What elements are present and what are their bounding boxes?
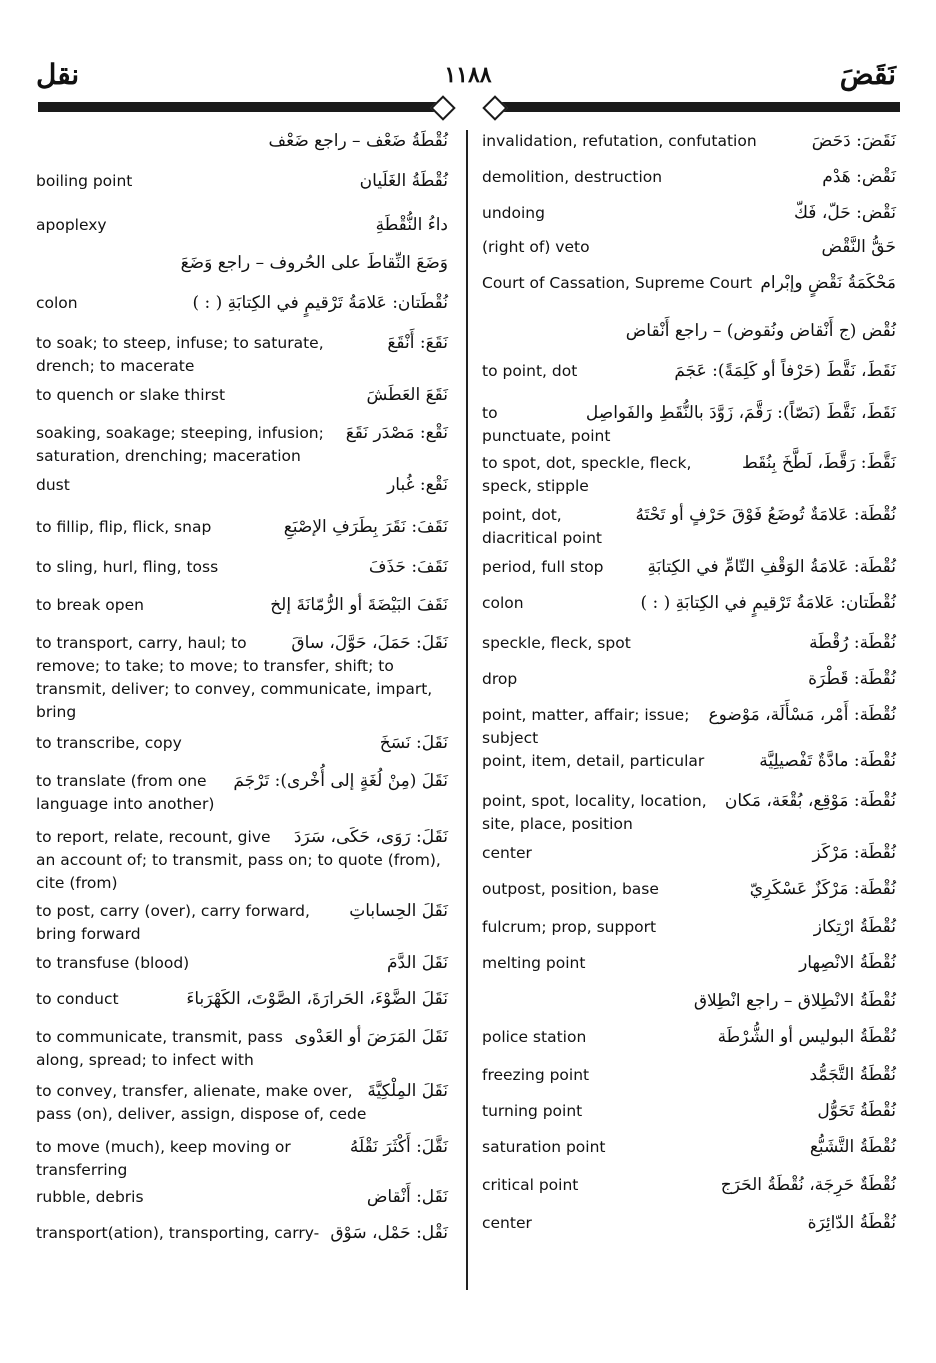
arabic-headword: داءُ النُّقْطَةِ: [375, 215, 448, 235]
english-definition: to break open: [36, 596, 144, 614]
arabic-headword: نَقْض: هَدْم: [822, 167, 896, 187]
left-entry: [36, 1222, 448, 1245]
arabic-headword: نَقَفَ البَيْضَةَ أو الرُّمّانَةَ إلخ: [270, 595, 448, 615]
english-definition: period, full stop: [482, 558, 604, 576]
english-definition: outpost, position, base: [482, 880, 659, 898]
right-entry: [482, 1136, 896, 1159]
english-definition: center: [482, 1214, 532, 1232]
english-definition: fulcrum; prop, support: [482, 918, 657, 936]
english-definition: soaking, soakage; steeping, infusion; saturation, drenching; maceration: [36, 424, 324, 465]
arabic-headword: نُقْطَتان: عَلامَةُ تَرْقيمٍ في الكِتابَةِ ( : ): [640, 593, 896, 613]
right-entry: [482, 916, 896, 939]
english-definition: to transport, carry, haul; to remove; to take; to move; to transfer, shift; to transmit, deliver; to convey, communicate, impart, bring: [36, 634, 433, 721]
arabic-headword: نَقَلَ: رَوَى، حَكَى، سَرَدَ: [293, 827, 448, 847]
arabic-headword: نَقْع: مَصْدَر نَقَعَ: [345, 423, 448, 443]
english-definition: freezing point: [482, 1066, 590, 1084]
english-definition: saturation point: [482, 1138, 606, 1156]
left-entry: [36, 422, 448, 468]
left-entry: [36, 292, 448, 315]
column-divider: [466, 130, 468, 1290]
english-definition: to transcribe, copy: [36, 734, 182, 752]
right-column: [482, 130, 896, 1280]
left-entry: [36, 516, 448, 539]
left-entry: [36, 988, 448, 1011]
arabic-headword: نَقَلَ المِلْكِيَّةَ: [367, 1081, 448, 1101]
arabic-headword: نُقْطَتان: عَلامَةُ تَرْقيمٍ في الكِتابَةِ ( : ): [192, 293, 448, 313]
arabic-headword: نُقْطَةُ التَّشَبُّع: [809, 1137, 896, 1157]
english-definition: (right of) veto: [482, 238, 590, 256]
english-definition: to transfuse (blood): [36, 954, 190, 972]
english-definition: to quench or slake thirst: [36, 386, 226, 404]
english-definition: boiling point: [36, 172, 133, 190]
arabic-headword: وَضَعَ النِّقاطَ على الحُروف – راجع وَضَعَ: [180, 253, 448, 273]
header-rule-left: [38, 98, 450, 116]
arabic-headword: نُقْطَةُ تَحَوُّل: [817, 1101, 896, 1121]
left-entry: [36, 1080, 448, 1126]
right-entry: [482, 842, 896, 865]
arabic-headword: نُقْطَةُ ارْتِكاز: [813, 917, 896, 937]
right-entry: [482, 1174, 896, 1197]
right-entry: [482, 1212, 896, 1235]
arabic-headword: نَقَطَ، نَقَّطَ (حَرْفاً أو كَلِمَةً): عَجَمَ: [674, 361, 896, 381]
english-definition: to convey, transfer, alienate, make over, pass (on), deliver, assign, dispose of, cede: [36, 1082, 367, 1123]
english-definition: center: [482, 844, 532, 862]
english-definition: to sling, hurl, fling, toss: [36, 558, 219, 576]
english-definition: speckle, fleck, spot: [482, 634, 631, 652]
right-entry: [482, 202, 896, 225]
left-entry: [36, 1186, 448, 1209]
left-entry: [36, 632, 448, 724]
right-entry: [482, 668, 896, 691]
arabic-headword: نَقْل: حَمْل، سَوْق: [330, 1223, 448, 1243]
right-entry: [482, 990, 896, 1013]
english-definition: rubble, debris: [36, 1188, 144, 1206]
english-definition: invalidation, refutation, confutation: [482, 132, 757, 150]
left-entry: [36, 1136, 448, 1182]
english-definition: to punctuate, point: [482, 404, 611, 445]
english-definition: to translate (from one language into another): [36, 772, 215, 813]
english-definition: drop: [482, 670, 518, 688]
right-entry: [482, 130, 896, 153]
left-column: [36, 130, 448, 1280]
right-entry: [482, 952, 896, 975]
arabic-headword: نَقْض: حَلّ، فَكّ: [793, 203, 896, 223]
header-right-guide-word: نَقَضَ: [839, 58, 896, 91]
english-definition: critical point: [482, 1176, 579, 1194]
arabic-headword: نَقَفَ: حَذَفَ: [368, 557, 448, 577]
arabic-headword: نَقَّطَ: رَقَّطَ، لَطَّخَ بِنُقَط: [741, 453, 896, 473]
left-entry: [36, 826, 448, 895]
arabic-headword: حَقُّ النَّقْض: [821, 237, 896, 257]
arabic-headword: نَقَفَ: نَقَرَ بِطَرَفِ الإصْبَعِ: [283, 517, 448, 537]
arabic-headword: نَقَلَ الدَّمَ: [387, 953, 448, 973]
left-entry: [36, 556, 448, 579]
english-definition: to fillip, flip, flick, snap: [36, 518, 212, 536]
right-entry: [482, 360, 896, 383]
english-definition: to post, carry (over), carry forward, bring forward: [36, 902, 310, 943]
right-entry: [482, 1100, 896, 1123]
arabic-headword: نُقْطَة: مادَّةٌ تَفْصيلِيَّة: [759, 751, 896, 771]
arabic-headword: نَقَّلَ: أَكْثَرَ نَقْلَهُ: [349, 1137, 448, 1157]
english-definition: point, spot, locality, location, site, place, position: [482, 792, 707, 833]
right-entry: [482, 790, 896, 836]
left-entry: [36, 1026, 448, 1072]
left-entry: [36, 770, 448, 816]
arabic-headword: نَقَلَ (مِنْ لُغَةٍ إلى أُخْرى): تَرْجَمَ: [233, 771, 448, 791]
left-entry: [36, 252, 448, 275]
left-entry: [36, 732, 448, 755]
arabic-headword: نَقَلَ: نَسَخَ: [379, 733, 448, 753]
header-left-guide-word: نقل: [36, 58, 80, 91]
english-definition: to move (much), keep moving or transferring: [36, 1138, 291, 1179]
right-entry: [482, 750, 896, 773]
arabic-headword: نُقْض (ج أَنْقاض ونُقوض) – راجع أَنْقاض: [625, 321, 896, 341]
arabic-headword: نُقْطَةُ الغَلَيان: [359, 171, 448, 191]
arabic-headword: نَقَلَ الضَّوْءَ، الحَرارَةَ، الصَّوْتَ، الكَهْرَباءَ: [186, 989, 448, 1009]
arabic-headword: نُقْطَة: أَمْر، مَسْأَلَة، مَوْضوع: [708, 705, 896, 725]
right-entry: [482, 704, 896, 750]
english-definition: dust: [36, 476, 70, 494]
arabic-headword: نُقْطَةُ التَّجَمُّد: [809, 1065, 896, 1085]
right-entry: [482, 504, 896, 550]
english-definition: point, item, detail, particular: [482, 752, 705, 770]
arabic-headword: نُقْطَةُ الانْصِهار: [799, 953, 896, 973]
arabic-headword: نَقَعَ العَطَشَ: [366, 385, 448, 405]
right-entry: [482, 272, 896, 295]
arabic-headword: نُقْطَةُ الانْطِلاق – راجع انْطِلاق: [693, 991, 896, 1011]
left-entry: [36, 170, 448, 193]
left-entry: [36, 474, 448, 497]
english-definition: demolition, destruction: [482, 168, 663, 186]
arabic-headword: نُقْطَة: مَرْكَزٌ عَسْكَرِيّ: [749, 879, 896, 899]
english-definition: transport(ation), transporting, carry-: [36, 1224, 320, 1242]
left-entry: [36, 384, 448, 407]
left-entry: [36, 594, 448, 617]
arabic-headword: نُقْطَة: مَرْكَز: [812, 843, 896, 863]
arabic-headword: مَحْكَمَةُ نَقْضٍ وإبْرام: [760, 273, 896, 293]
arabic-headword: نُقْطَة: قَطْرَة: [808, 669, 896, 689]
right-entry: [482, 632, 896, 655]
arabic-headword: نُقْطَة: عَلامَةُ الوَقْفِ التّامِّ في الكِتابَةِ: [647, 557, 896, 577]
english-definition: to spot, dot, speckle, fleck, speck, stipple: [482, 454, 692, 495]
english-definition: to report, relate, recount, give an account of; to transmit, pass on; to quote (from), cite (from): [36, 828, 441, 892]
arabic-headword: نَقَلَ: حَمَلَ، حَوَّلَ، ساقَ: [291, 633, 448, 653]
english-definition: apoplexy: [36, 216, 107, 234]
arabic-headword: نُقْطَة: مَوْقِع، بُقْعَة، مَكان: [724, 791, 896, 811]
english-definition: Court of Cassation, Supreme Court: [482, 274, 753, 292]
arabic-headword: نَقَطَ، نَقَّطَ (نَصّاً): رَقَّمَ، زَوَّدَ بالنُّقَطِ والفَواصِل: [585, 403, 896, 423]
left-entry: [36, 900, 448, 946]
left-entry: [36, 214, 448, 237]
english-definition: to communicate, transmit, pass along, spread; to infect with: [36, 1028, 283, 1069]
english-definition: undoing: [482, 204, 545, 222]
arabic-headword: نُقْطَة: عَلامَةٌ تُوضَعُ فَوْقَ حَرْفٍ أو تَحْتَهُ: [635, 505, 896, 525]
english-definition: to point, dot: [482, 362, 578, 380]
right-entry: [482, 592, 896, 615]
arabic-headword: نُقْطَةُ الدّائِرَة: [807, 1213, 896, 1233]
arabic-headword: نَقَضَ: دَحَضَ: [811, 131, 896, 151]
english-definition: melting point: [482, 954, 586, 972]
arabic-headword: نَقَلَ المَرَضَ أو العَدْوى: [294, 1027, 448, 1047]
arabic-headword: نَقَعَ: أَنْقَعَ: [387, 333, 448, 353]
arabic-headword: نُقْطَةٌ حَرِجَة، نُقْطَةُ الحَرَج: [720, 1175, 896, 1195]
left-entry: [36, 332, 448, 378]
english-definition: colon: [36, 294, 78, 312]
right-entry: [482, 556, 896, 579]
arabic-headword: نُقْطَةُ ضَعْف – راجع ضَعْف: [268, 131, 448, 151]
right-entry: [482, 1026, 896, 1049]
english-definition: turning point: [482, 1102, 583, 1120]
english-definition: police station: [482, 1028, 587, 1046]
english-definition: to conduct: [36, 990, 119, 1008]
english-definition: to soak; to steep, infuse; to saturate, drench; to macerate: [36, 334, 324, 375]
right-entry: [482, 878, 896, 901]
english-definition: colon: [482, 594, 524, 612]
right-entry: [482, 402, 896, 448]
header-rule-right: [488, 98, 900, 116]
right-entry: [482, 166, 896, 189]
page-number: ١١٨٨: [444, 62, 492, 88]
right-entry: [482, 236, 896, 259]
arabic-headword: نَقَل: أَنْقاض: [366, 1187, 448, 1207]
arabic-headword: نَقَلَ الحِساباتِ: [349, 901, 448, 921]
arabic-headword: نَقْع: غُبار: [387, 475, 448, 495]
english-definition: point, matter, affair; issue; subject: [482, 706, 690, 747]
english-definition: point, dot, diacritical point: [482, 506, 603, 547]
left-entry: [36, 952, 448, 975]
right-entry: [482, 320, 896, 343]
arabic-headword: نُقْطَة: رُقْطَة: [809, 633, 896, 653]
arabic-headword: نُقْطَةُ البوليس أو الشُّرْطَة: [717, 1027, 896, 1047]
right-entry: [482, 452, 896, 498]
left-entry: [36, 130, 448, 153]
right-entry: [482, 1064, 896, 1087]
